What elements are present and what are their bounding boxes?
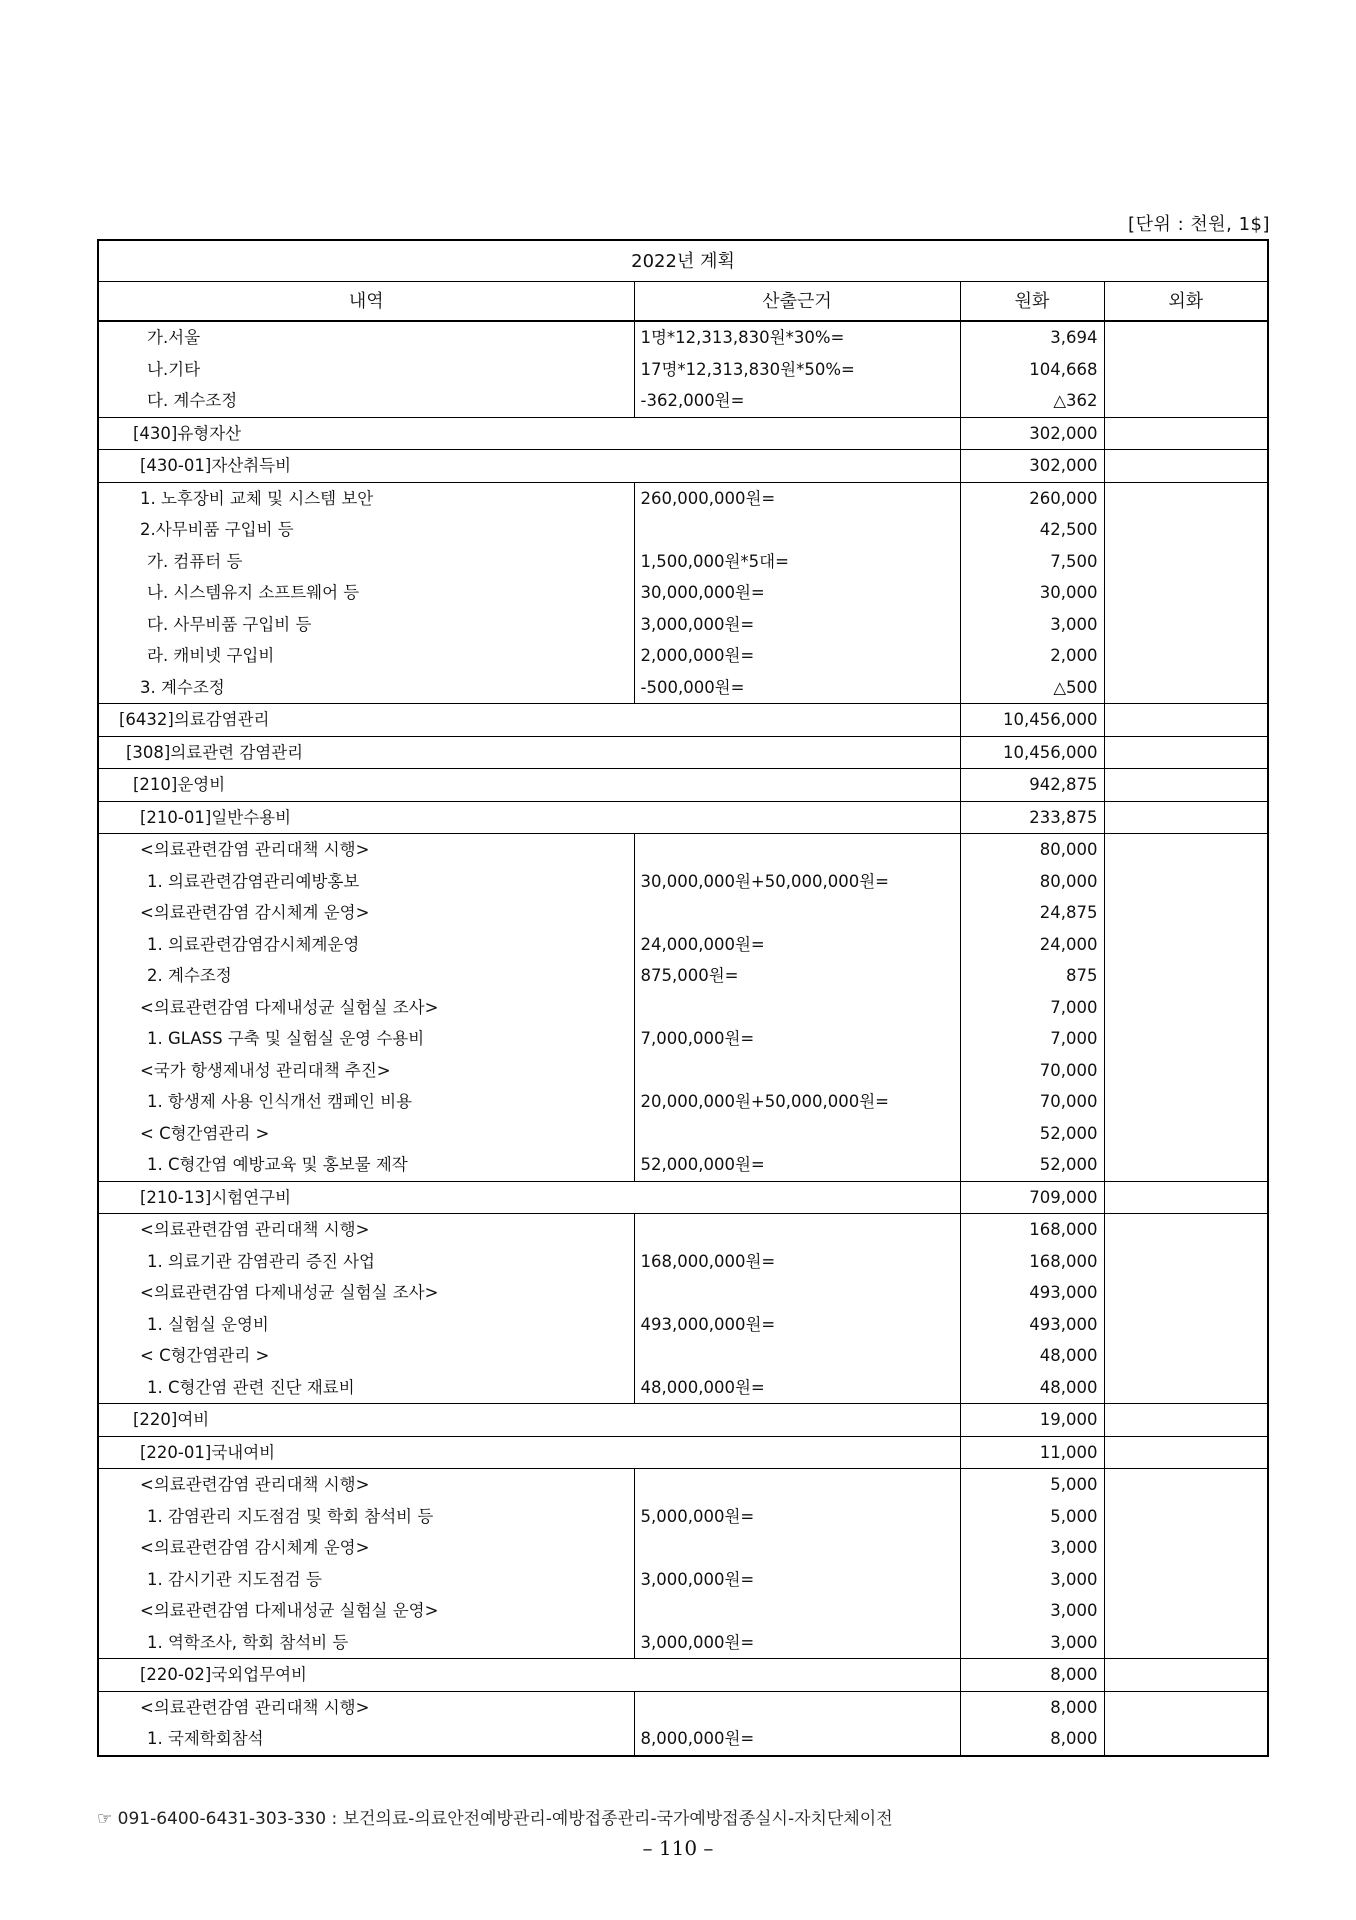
item-label: [220]여비 [98,1404,960,1437]
item-label: 1. 감시기관 지도점검 등 [98,1564,634,1596]
foreign-amount [1104,321,1268,354]
krw-amount: 8,000 [960,1659,1104,1692]
krw-amount: 7,000 [960,1023,1104,1055]
item-label: [430]유형자산 [98,417,960,450]
foreign-amount [1104,577,1268,609]
page-number: – 110 – [642,1836,714,1860]
table-row [98,1277,1268,1309]
item-label: 1. 국제학회참석 [98,1723,634,1756]
krw-amount: 3,694 [960,321,1104,354]
item-label: 1. C형간염 관련 진단 재료비 [98,1372,634,1404]
foreign-amount [1104,1469,1268,1501]
item-label: 1. 노후장비 교체 및 시스템 보안 [98,482,634,514]
column-header-item: 내역 [98,282,634,322]
unit-note: [단위 : 천원, 1$] [1128,214,1270,235]
table-row [98,1564,1268,1596]
basis-cell: 260,000,000원= [634,482,960,514]
table-row [98,834,1268,866]
item-label: [430-01]자산취득비 [98,450,960,483]
table-row [98,1595,1268,1627]
item-label: <의료관련감염 관리대책 시행> [98,834,634,866]
foreign-amount [1104,1532,1268,1564]
foreign-amount [1104,450,1268,483]
category-row [98,769,1268,802]
item-label: [210-13]시험연구비 [98,1181,960,1214]
foreign-amount [1104,1340,1268,1372]
item-label: 1. 의료관련감염감시체계운영 [98,929,634,961]
basis-cell: 30,000,000원+50,000,000원= [634,866,960,898]
item-label: [220-01]국내여비 [98,1436,960,1469]
item-label: 2. 계수조정 [98,960,634,992]
basis-cell [634,1214,960,1246]
foreign-amount [1104,417,1268,450]
krw-amount: 30,000 [960,577,1104,609]
krw-amount: 3,000 [960,1595,1104,1627]
krw-amount: 10,456,000 [960,736,1104,769]
column-header-krw: 원화 [960,282,1104,322]
item-label: 3. 계수조정 [98,672,634,704]
foreign-amount [1104,1309,1268,1341]
table-row [98,385,1268,417]
foreign-amount [1104,514,1268,546]
basis-cell: 52,000,000원= [634,1149,960,1181]
item-label: 나. 시스템유지 소프트웨어 등 [98,577,634,609]
category-row [98,1181,1268,1214]
table-row [98,1214,1268,1246]
category-row [98,1659,1268,1692]
item-label: 나.기타 [98,354,634,386]
krw-amount: 48,000 [960,1340,1104,1372]
table-row [98,1469,1268,1501]
table-row [98,1691,1268,1723]
item-label: <의료관련감염 관리대책 시행> [98,1691,634,1723]
krw-amount: 7,500 [960,546,1104,578]
table-row [98,546,1268,578]
krw-amount: 48,000 [960,1372,1104,1404]
basis-cell: 1,500,000원*5대= [634,546,960,578]
foreign-amount [1104,1149,1268,1181]
krw-amount: 70,000 [960,1086,1104,1118]
krw-amount: 8,000 [960,1723,1104,1756]
krw-amount: 493,000 [960,1309,1104,1341]
table-row [98,482,1268,514]
category-row [98,801,1268,834]
foreign-amount [1104,1023,1268,1055]
foreign-amount [1104,1691,1268,1723]
foreign-amount [1104,1246,1268,1278]
table-row [98,1340,1268,1372]
table-row [98,1723,1268,1756]
krw-amount: 5,000 [960,1469,1104,1501]
foreign-amount [1104,1436,1268,1469]
krw-amount: 80,000 [960,834,1104,866]
table-row [98,577,1268,609]
item-label: 다. 계수조정 [98,385,634,417]
krw-amount: 493,000 [960,1277,1104,1309]
item-label: [308]의료관련 감염관리 [98,736,960,769]
table-row [98,1627,1268,1659]
basis-cell: 20,000,000원+50,000,000원= [634,1086,960,1118]
foreign-amount [1104,1086,1268,1118]
krw-amount: △362 [960,385,1104,417]
krw-amount: 104,668 [960,354,1104,386]
category-row [98,1436,1268,1469]
basis-cell [634,1532,960,1564]
table-row [98,1501,1268,1533]
krw-amount: 302,000 [960,417,1104,450]
foreign-amount [1104,609,1268,641]
krw-amount: 709,000 [960,1181,1104,1214]
table-row [98,1055,1268,1087]
foreign-amount [1104,897,1268,929]
krw-amount: 11,000 [960,1436,1104,1469]
krw-amount: 42,500 [960,514,1104,546]
foreign-amount [1104,672,1268,704]
footnote: ☞ 091-6400-6431-303-330 : 보건의료-의료안전예방관리-예방접종관리-국가예방접종실시-자치단체이전 [97,1809,893,1829]
foreign-amount [1104,769,1268,802]
basis-cell: 1명*12,313,830원*30%= [634,321,960,354]
krw-amount: 80,000 [960,866,1104,898]
category-row [98,1404,1268,1437]
item-label: 1. 감염관리 지도점검 및 학회 참석비 등 [98,1501,634,1533]
foreign-amount [1104,1404,1268,1437]
foreign-amount [1104,1181,1268,1214]
basis-cell [634,1118,960,1150]
item-label: 1. C형간염 예방교육 및 홍보물 제작 [98,1149,634,1181]
item-label: 가. 컴퓨터 등 [98,546,634,578]
basis-cell: 30,000,000원= [634,577,960,609]
foreign-amount [1104,1277,1268,1309]
item-label: <의료관련감염 다제내성균 실험실 운영> [98,1595,634,1627]
krw-amount: 70,000 [960,1055,1104,1087]
item-label: <의료관련감염 관리대책 시행> [98,1214,634,1246]
foreign-amount [1104,354,1268,386]
krw-amount: 2,000 [960,640,1104,672]
basis-cell: 48,000,000원= [634,1372,960,1404]
krw-amount: 233,875 [960,801,1104,834]
item-label: <의료관련감염 감시체계 운영> [98,897,634,929]
krw-amount: 168,000 [960,1246,1104,1278]
foreign-amount [1104,704,1268,737]
foreign-amount [1104,801,1268,834]
foreign-amount [1104,1723,1268,1756]
basis-cell [634,1595,960,1627]
table-row [98,929,1268,961]
foreign-amount [1104,866,1268,898]
budget-table [97,239,1269,1757]
table-row [98,1149,1268,1181]
basis-cell [634,834,960,866]
krw-amount: 5,000 [960,1501,1104,1533]
krw-amount: 3,000 [960,1627,1104,1659]
table-row [98,321,1268,354]
table-row [98,640,1268,672]
basis-cell: 3,000,000원= [634,1627,960,1659]
basis-cell [634,514,960,546]
basis-cell: 8,000,000원= [634,1723,960,1756]
basis-cell [634,897,960,929]
krw-amount: 302,000 [960,450,1104,483]
item-label: < C형간염관리 > [98,1340,634,1372]
krw-amount: 52,000 [960,1118,1104,1150]
table-row [98,1532,1268,1564]
item-label: < C형간염관리 > [98,1118,634,1150]
item-label: 1. 의료기관 감염관리 증진 사업 [98,1246,634,1278]
krw-amount: 24,875 [960,897,1104,929]
item-label: 1. 의료관련감염관리예방홍보 [98,866,634,898]
item-label: [210-01]일반수용비 [98,801,960,834]
basis-cell [634,1691,960,1723]
table-row [98,960,1268,992]
foreign-amount [1104,1595,1268,1627]
foreign-amount [1104,1118,1268,1150]
krw-amount: 875 [960,960,1104,992]
basis-cell: 24,000,000원= [634,929,960,961]
foreign-amount [1104,834,1268,866]
basis-cell [634,1469,960,1501]
krw-amount: 3,000 [960,1564,1104,1596]
item-label: 라. 캐비넷 구입비 [98,640,634,672]
table-body [98,321,1268,1756]
basis-cell: 5,000,000원= [634,1501,960,1533]
column-header-foreign: 외화 [1104,282,1268,322]
item-label: [6432]의료감염관리 [98,704,960,737]
item-label: 다. 사무비품 구입비 등 [98,609,634,641]
krw-amount: 7,000 [960,992,1104,1024]
category-row [98,704,1268,737]
table-row [98,897,1268,929]
foreign-amount [1104,385,1268,417]
item-label: 가.서울 [98,321,634,354]
basis-cell: 17명*12,313,830원*50%= [634,354,960,386]
foreign-amount [1104,1627,1268,1659]
basis-cell: 493,000,000원= [634,1309,960,1341]
table-title: 2022년 계획 [98,240,1268,282]
item-label: <의료관련감염 관리대책 시행> [98,1469,634,1501]
foreign-amount [1104,1214,1268,1246]
table-row [98,1246,1268,1278]
basis-cell: 168,000,000원= [634,1246,960,1278]
basis-cell: -500,000원= [634,672,960,704]
item-label: <의료관련감염 감시체계 운영> [98,1532,634,1564]
item-label: 2.사무비품 구입비 등 [98,514,634,546]
basis-cell: 875,000원= [634,960,960,992]
item-label: 1. 항생제 사용 인식개선 캠페인 비용 [98,1086,634,1118]
foreign-amount [1104,992,1268,1024]
krw-amount: 260,000 [960,482,1104,514]
krw-amount: 10,456,000 [960,704,1104,737]
foreign-amount [1104,1055,1268,1087]
basis-cell: 3,000,000원= [634,609,960,641]
item-label: <의료관련감염 다제내성균 실험실 조사> [98,1277,634,1309]
table-row [98,1023,1268,1055]
basis-cell: 7,000,000원= [634,1023,960,1055]
table-row [98,609,1268,641]
table-row [98,1372,1268,1404]
foreign-amount [1104,640,1268,672]
krw-amount: 942,875 [960,769,1104,802]
table-row [98,672,1268,704]
foreign-amount [1104,546,1268,578]
krw-amount: 3,000 [960,1532,1104,1564]
column-header-basis: 산출근거 [634,282,960,322]
category-row [98,417,1268,450]
basis-cell: 2,000,000원= [634,640,960,672]
krw-amount: △500 [960,672,1104,704]
foreign-amount [1104,1659,1268,1692]
table-row [98,992,1268,1024]
krw-amount: 19,000 [960,1404,1104,1437]
item-label: 1. 역학조사, 학회 참석비 등 [98,1627,634,1659]
table-row [98,354,1268,386]
krw-amount: 168,000 [960,1214,1104,1246]
item-label: 1. 실험실 운영비 [98,1309,634,1341]
foreign-amount [1104,929,1268,961]
foreign-amount [1104,482,1268,514]
krw-amount: 52,000 [960,1149,1104,1181]
item-label: [210]운영비 [98,769,960,802]
krw-amount: 8,000 [960,1691,1104,1723]
category-row [98,736,1268,769]
item-label: [220-02]국외업무여비 [98,1659,960,1692]
item-label: 1. GLASS 구축 및 실험실 운영 수용비 [98,1023,634,1055]
foreign-amount [1104,1372,1268,1404]
krw-amount: 24,000 [960,929,1104,961]
table-row [98,1086,1268,1118]
basis-cell [634,992,960,1024]
item-label: <의료관련감염 다제내성균 실험실 조사> [98,992,634,1024]
item-label: <국가 항생제내성 관리대책 추진> [98,1055,634,1087]
foreign-amount [1104,736,1268,769]
basis-cell: -362,000원= [634,385,960,417]
basis-cell [634,1055,960,1087]
table-row [98,866,1268,898]
krw-amount: 3,000 [960,609,1104,641]
category-row [98,450,1268,483]
basis-cell [634,1340,960,1372]
basis-cell: 3,000,000원= [634,1564,960,1596]
foreign-amount [1104,1501,1268,1533]
foreign-amount [1104,960,1268,992]
basis-cell [634,1277,960,1309]
table-row [98,1118,1268,1150]
table-row [98,1309,1268,1341]
foreign-amount [1104,1564,1268,1596]
table-row [98,514,1268,546]
